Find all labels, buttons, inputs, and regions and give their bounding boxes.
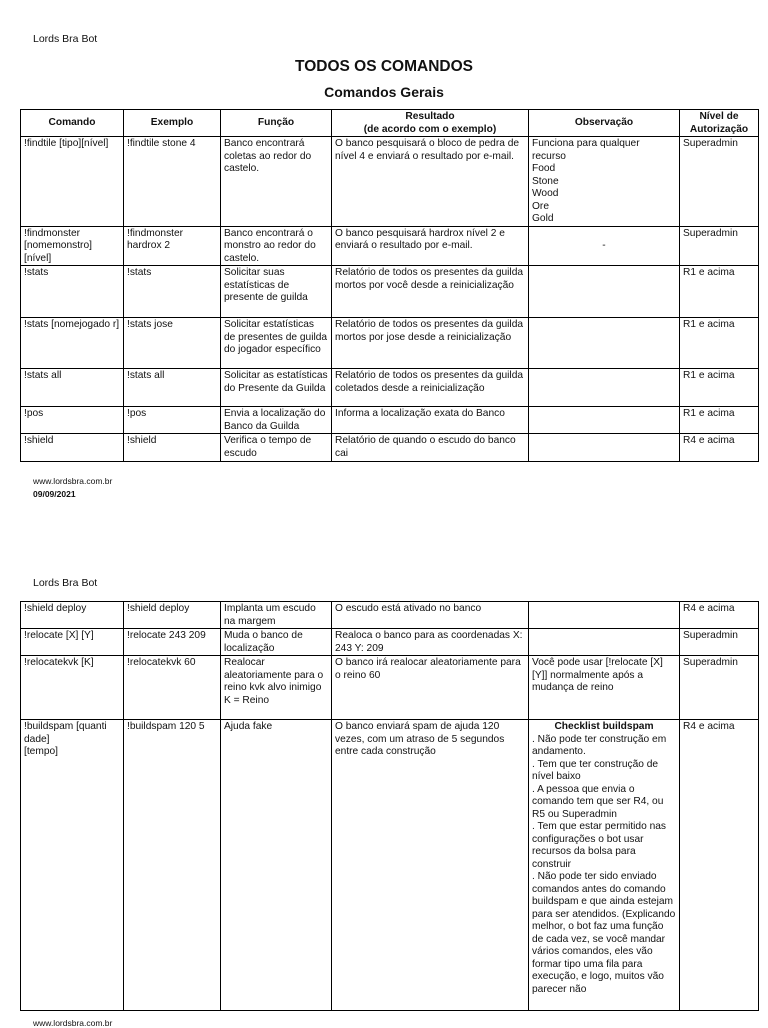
table-row (21, 226, 759, 266)
level-cell: Superadmin (680, 629, 759, 656)
command-cell: !stats [nomejogado r] (21, 318, 124, 369)
checklist-title: Checklist buildspam (554, 721, 654, 732)
page1-header: Lords Bra Bot (33, 33, 98, 45)
column-header: Nível de Autorização (680, 110, 759, 137)
footer-url: www.lordsbra.com.br (33, 476, 113, 486)
function-cell: Envia a localização do Banco da Guilda (221, 407, 332, 434)
example-cell: !stats all (124, 369, 221, 407)
page-title: TODOS OS COMANDOS (295, 58, 473, 75)
example-cell: !relocate 243 209 (124, 629, 221, 656)
function-cell: Verifica o tempo de escudo (221, 434, 332, 462)
example-cell: !buildspam 120 5 (124, 720, 221, 1011)
example-cell: !stats jose (124, 318, 221, 369)
example-cell: !shield (124, 434, 221, 462)
command-cell: !pos (21, 407, 124, 434)
result-cell: Informa a localização exata do Banco (332, 407, 529, 434)
level-cell: R4 e acima (680, 602, 759, 629)
level-cell: R4 e acima (680, 720, 759, 1011)
observation-cell (529, 434, 680, 462)
observation-cell: Funciona para qualquer recurso Food Stone Wood Ore Gold (529, 137, 680, 227)
observation-cell (529, 369, 680, 407)
example-cell: !findmonster hardrox 2 (124, 226, 221, 266)
command-cell: !buildspam [quanti dade] [tempo] (21, 720, 124, 1011)
column-header: Comando (21, 110, 124, 137)
function-cell: Banco encontrará coletas ao redor do castelo. (221, 137, 332, 227)
level-cell: Superadmin (680, 137, 759, 227)
checklist-text: . Não pode ter construção em andamento. . Tem que ter construção de nível baixo . A pessoa que envia o comando tem que ser R4, ou R5 ou Superadmin . Tem que estar permitido nas configurações o bot usar recursos da bolsa para construir . Não pode ter sido enviado comandos antes do comando buildspam e que ainda estejam para ser atendidos. (Explicando melhor, o bot faz uma função de cada vez, se você mandar vários comandos, eles vão formar tipo uma fila para execução, e logo, muitos vão parecer não (532, 733, 676, 995)
example-cell: !stats (124, 266, 221, 318)
observation-cell: - (529, 226, 680, 266)
level-cell: R1 e acima (680, 266, 759, 318)
table-row (21, 629, 759, 656)
command-cell: !relocatekvk [K] (21, 656, 124, 720)
function-cell: Solicitar estatísticas de presentes de guilda do jogador específico (221, 318, 332, 369)
result-cell: O banco pesquisará o bloco de pedra de nível 4 e enviará o resultado por e-mail. (332, 137, 529, 227)
table-row (21, 407, 759, 434)
table-row (21, 369, 759, 407)
column-header: Exemplo (124, 110, 221, 137)
level-cell: R4 e acima (680, 434, 759, 462)
commands-table-page1 (20, 109, 759, 462)
command-cell: !stats all (21, 369, 124, 407)
function-cell: Ajuda fake (221, 720, 332, 1011)
function-cell: Muda o banco de localização (221, 629, 332, 656)
table-header-row (21, 110, 759, 137)
result-cell: Relatório de todos os presentes da guilda mortos por você desde a reinicialização (332, 266, 529, 318)
observation-cell (529, 407, 680, 434)
observation-cell (529, 318, 680, 369)
command-cell: !findtile [tipo][nível] (21, 137, 124, 227)
observation-cell (529, 720, 680, 1011)
example-cell: !shield deploy (124, 602, 221, 629)
level-cell: R1 e acima (680, 318, 759, 369)
command-cell: !shield (21, 434, 124, 462)
table-row (21, 318, 759, 369)
result-cell: Relatório de quando o escudo do banco cai (332, 434, 529, 462)
column-header: Observação (529, 110, 680, 137)
commands-table-page2 (20, 601, 759, 1011)
result-cell: Relatório de todos os presentes da guilda mortos por jose desde a reinicialização (332, 318, 529, 369)
result-cell: O banco pesquisará hardrox nível 2 e enviará o resultado por e-mail. (332, 226, 529, 266)
result-cell: Realoca o banco para as coordenadas X: 243 Y: 209 (332, 629, 529, 656)
column-header: Função (221, 110, 332, 137)
level-cell: R1 e acima (680, 369, 759, 407)
example-cell: !relocatekvk 60 (124, 656, 221, 720)
result-cell: O banco irá realocar aleatoriamente para o reino 60 (332, 656, 529, 720)
function-cell: Banco encontrará o monstro ao redor do castelo. (221, 226, 332, 266)
observation-cell (529, 629, 680, 656)
section-title: Comandos Gerais (324, 84, 444, 100)
example-cell: !findtile stone 4 (124, 137, 221, 227)
level-cell: R1 e acima (680, 407, 759, 434)
level-cell: Superadmin (680, 226, 759, 266)
function-cell: Implanta um escudo na margem (221, 602, 332, 629)
command-cell: !stats (21, 266, 124, 318)
observation-cell (529, 266, 680, 318)
observation-cell: Você pode usar [!relocate [X] [Y]] normalmente após a mudança de reino (529, 656, 680, 720)
function-cell: Solicitar as estatísticas do Presente da Guilda (221, 369, 332, 407)
level-cell: Superadmin (680, 656, 759, 720)
command-cell: !findmonster [nomemonstro] [nível] (21, 226, 124, 266)
table-row (21, 602, 759, 629)
footer-url: www.lordsbra.com.br (33, 1018, 113, 1028)
function-cell: Realocar aleatoriamente para o reino kvk alvo inimigo K = Reino (221, 656, 332, 720)
column-header: Resultado (de acordo com o exemplo) (332, 110, 529, 137)
command-cell: !shield deploy (21, 602, 124, 629)
footer-date: 09/09/2021 (33, 489, 76, 499)
table-row (21, 434, 759, 462)
result-cell: O escudo está ativado no banco (332, 602, 529, 629)
function-cell: Solicitar suas estatísticas de presente de guilda (221, 266, 332, 318)
table-row (21, 656, 759, 720)
table-row (21, 137, 759, 227)
page2-header: Lords Bra Bot (33, 577, 98, 589)
example-cell: !pos (124, 407, 221, 434)
table-row (21, 266, 759, 318)
command-cell: !relocate [X] [Y] (21, 629, 124, 656)
observation-cell (529, 602, 680, 629)
table-row (21, 720, 759, 1011)
result-cell: O banco enviará spam de ajuda 120 vezes, com um atraso de 5 segundos entre cada construção (332, 720, 529, 1011)
result-cell: Relatório de todos os presentes da guilda coletados desde a reinicialização (332, 369, 529, 407)
